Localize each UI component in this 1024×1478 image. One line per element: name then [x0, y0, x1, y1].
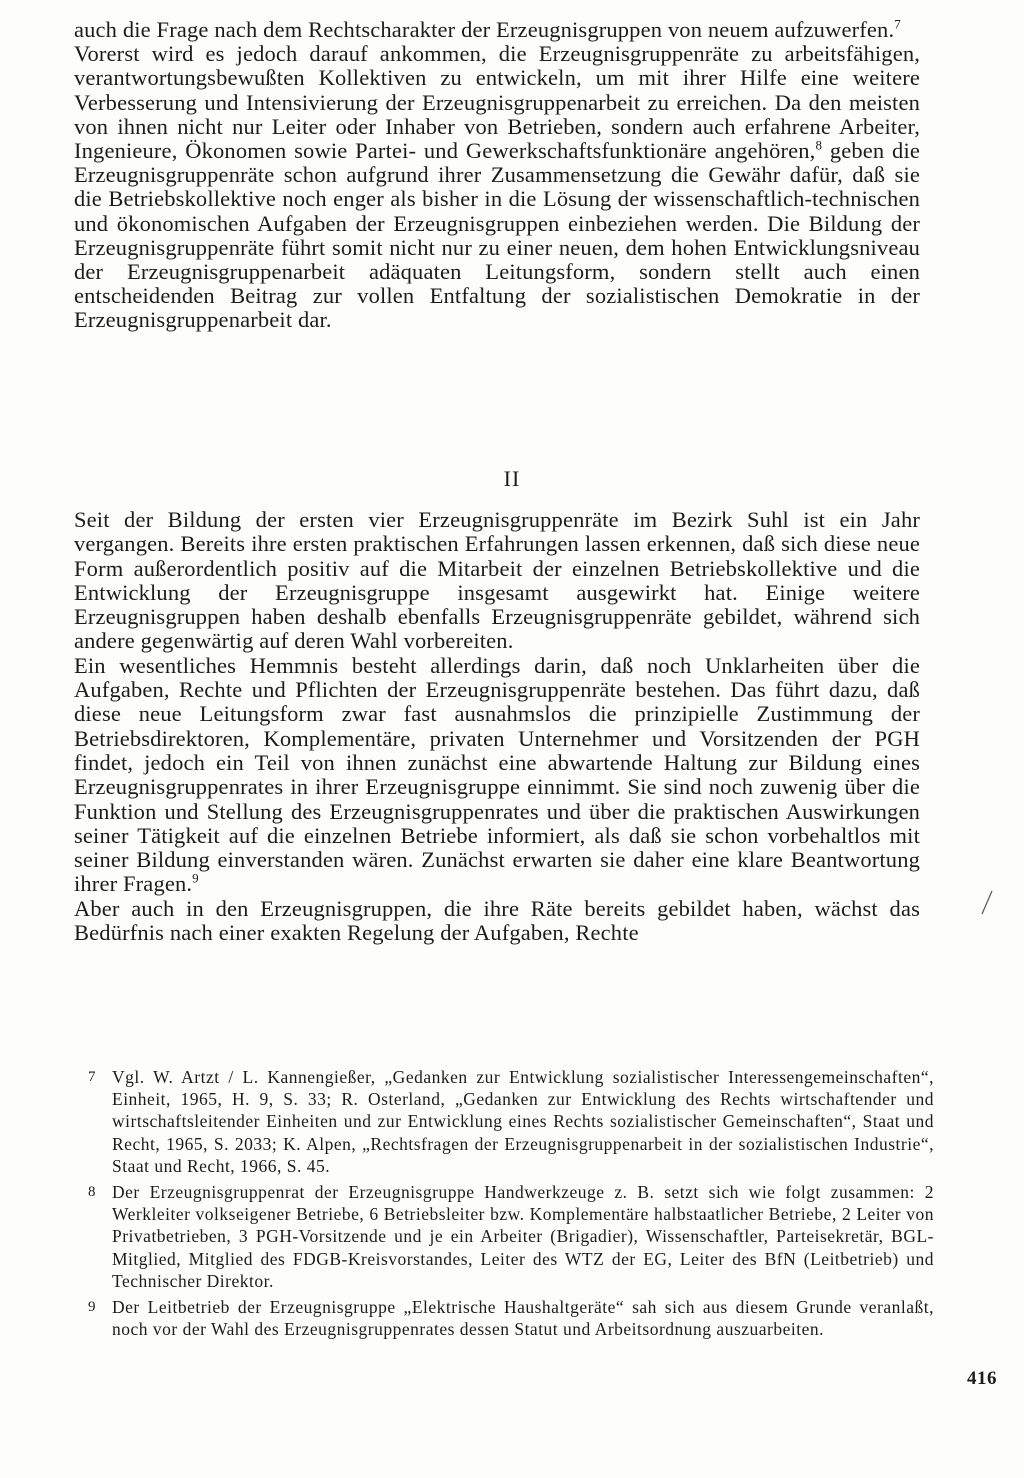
paragraph: [74, 42, 920, 332]
footnote-ref-7: 7: [894, 16, 901, 32]
footnote-text: Der Leitbetrieb der Erzeugnisgruppe „Elektrische Haushaltgeräte“ sah sich aus diesem Grunde veranlaßt, noch vor der Wahl des Erzeugnisgruppenrates dessen Statut und Arbeitsordnung auszuarbeiten.: [112, 1297, 934, 1340]
footnote-text: Der Erzeugnisgruppenrat der Erzeugnisgruppe Handwerkzeuge z. B. setzt sich wie folgt zusammen: 2 Werkleiter volkseigener Betriebe, 6 Betriebsleiter bzw. Komplementäre halbstaatlicher Betriebe, 2 Leiter von Privatbetrieben, 3 PGH-Vorsitzende und je ein Arbeiter (Brigadier), Wissenschaftler, Parteisekretär, BGL-Mitglied, Mitglied des FDGB-Kreisvorstandes, Leiter des WTZ der EG, Leiter des BfN (Leitbetrieb) und Technischer Direktor.: [112, 1182, 934, 1291]
footnote-mark: 8: [88, 1184, 96, 1201]
page-number: 416: [967, 1368, 997, 1389]
paragraph-text-continued: geben die Erzeugnisgruppenräte schon aufgrund ihrer Zusammensetzung die Gewähr dafür, daß sie die Betriebskollektive noch enger als bisher in die Lösung der wissenschaftlich-technischen und ökonomischen Aufgaben der Erzeugnisgruppen einbeziehen werden. Die Bildung der Erzeugnisgruppenräte führt somit nicht nur zu einer neuen, dem hohen Entwicklungsniveau der Erzeugnisgruppenarbeit adäquaten Leitungsform, sondern stellt auch einen entscheidenden Beitrag zur vollen Entfaltung der sozialistischen Demokratie in der Erzeugnisgruppenarbeit dar.: [74, 138, 920, 333]
paragraph: [74, 897, 920, 946]
footnote-7: [88, 1066, 934, 1177]
paragraph-text: Aber auch in den Erzeugnisgruppen, die ihre Räte bereits gebildet haben, wächst das Bedürfnis nach einer exakten Regelung der Aufgaben, Rechte: [74, 895, 920, 946]
footnote-mark: 7: [88, 1069, 96, 1085]
paragraph-text: Vorerst wird es jedoch darauf ankommen, die Erzeugnisgruppenräte zu arbeitsfähigen, verantwortungsbewußten Kollektiven zu entwickeln, um mit ihrer Hilfe eine weitere Verbesserung und Intensivierung der Erzeugnisgruppenarbeit zu erreichen. Da den meisten von ihnen nicht nur Leiter oder Inhaber von Betrieben, sondern auch erfahrene Arbeiter, Ingenieure, Ökonomen sowie Partei- und Gewerkschaftsfunktionäre angehören,: [74, 41, 920, 164]
paragraph: [74, 654, 920, 897]
paragraph: [74, 18, 920, 42]
paragraph: [74, 508, 920, 654]
paragraph-text: Ein wesentliches Hemmnis besteht allerdings darin, daß noch Unklarheiten über die Aufgaben, Rechte und Pflichten der Erzeugnisgruppenräte bestehen. Das führt dazu, daß diese neue Leitungsform zwar fast ausnahmslos die prinzipielle Zustimmung der Betriebsdirektoren, Komplementäre, privaten Unternehmer und Vorsitzenden der PGH findet, jedoch ein Teil von ihnen zunächst eine abwartende Haltung zur Bildung eines Erzeugnisgruppenrates in ihrer Erzeugnisgruppe einnimmt. Sie sind noch zuwenig über die Funktion und Stellung des Erzeugnisgruppenrates und über die praktischen Auswirkungen seiner Tätigkeit auf die einzelnen Betriebe informiert, als daß sie schon vorbehaltlos mit seiner Bildung einverstanden wären. Zunächst erwarten sie daher eine klare Beantwortung ihrer Fragen.: [74, 652, 920, 897]
main-text-top: [74, 18, 920, 333]
section-heading: II: [503, 466, 521, 491]
footnote-mark: 9: [88, 1299, 96, 1316]
footnote-8: [88, 1181, 934, 1292]
footnote-ref-8: 8: [815, 137, 823, 153]
paragraph-text: Seit der Bildung der ersten vier Erzeugnisgruppenräte im Bezirk Suhl ist ein Jahr vergangen. Bereits ihre ersten praktischen Erfahrungen lassen erkennen, daß sich diese neue Form außerordentlich positiv auf die Mitarbeit der einzelnen Betriebskollektive und die Entwicklung der Erzeugnisgruppe insgesamt ausgewirkt hat. Einige weitere Erzeugnisgruppen haben deshalb ebenfalls Erzeugnisgruppenräte gebildet, während sich andere gegenwärtig auf deren Wahl vorbereiten.: [74, 507, 920, 654]
margin-pencil-mark: [980, 890, 994, 916]
footnotes: [88, 1066, 934, 1344]
footnote-text: Vgl. W. Artzt / L. Kannengießer, „Gedanken zur Entwicklung sozialistischer Interessengemeinschaften“, Einheit, 1965, H. 9, S. 33; R. Osterland, „Gedanken zur Entwicklung des Rechts wirtschaftender und wirtschaftsleitender Einheiten und zur Entwicklung eines Rechts sozialistischer Gemeinschaften“, Staat und Recht, 1965, S. 2033; K. Alpen, „Rechtsfragen der Erzeugnisgruppenarbeit in der sozialistischen Industrie“, Staat und Recht, 1966, S. 45.: [112, 1067, 934, 1176]
footnote-ref-9: 9: [192, 870, 199, 886]
footnote-9: [88, 1296, 934, 1340]
main-text-bottom: [74, 508, 920, 945]
paragraph-text: auch die Frage nach dem Rechtscharakter der Erzeugnisgruppen von neuem aufzuwerfen.: [74, 17, 895, 42]
